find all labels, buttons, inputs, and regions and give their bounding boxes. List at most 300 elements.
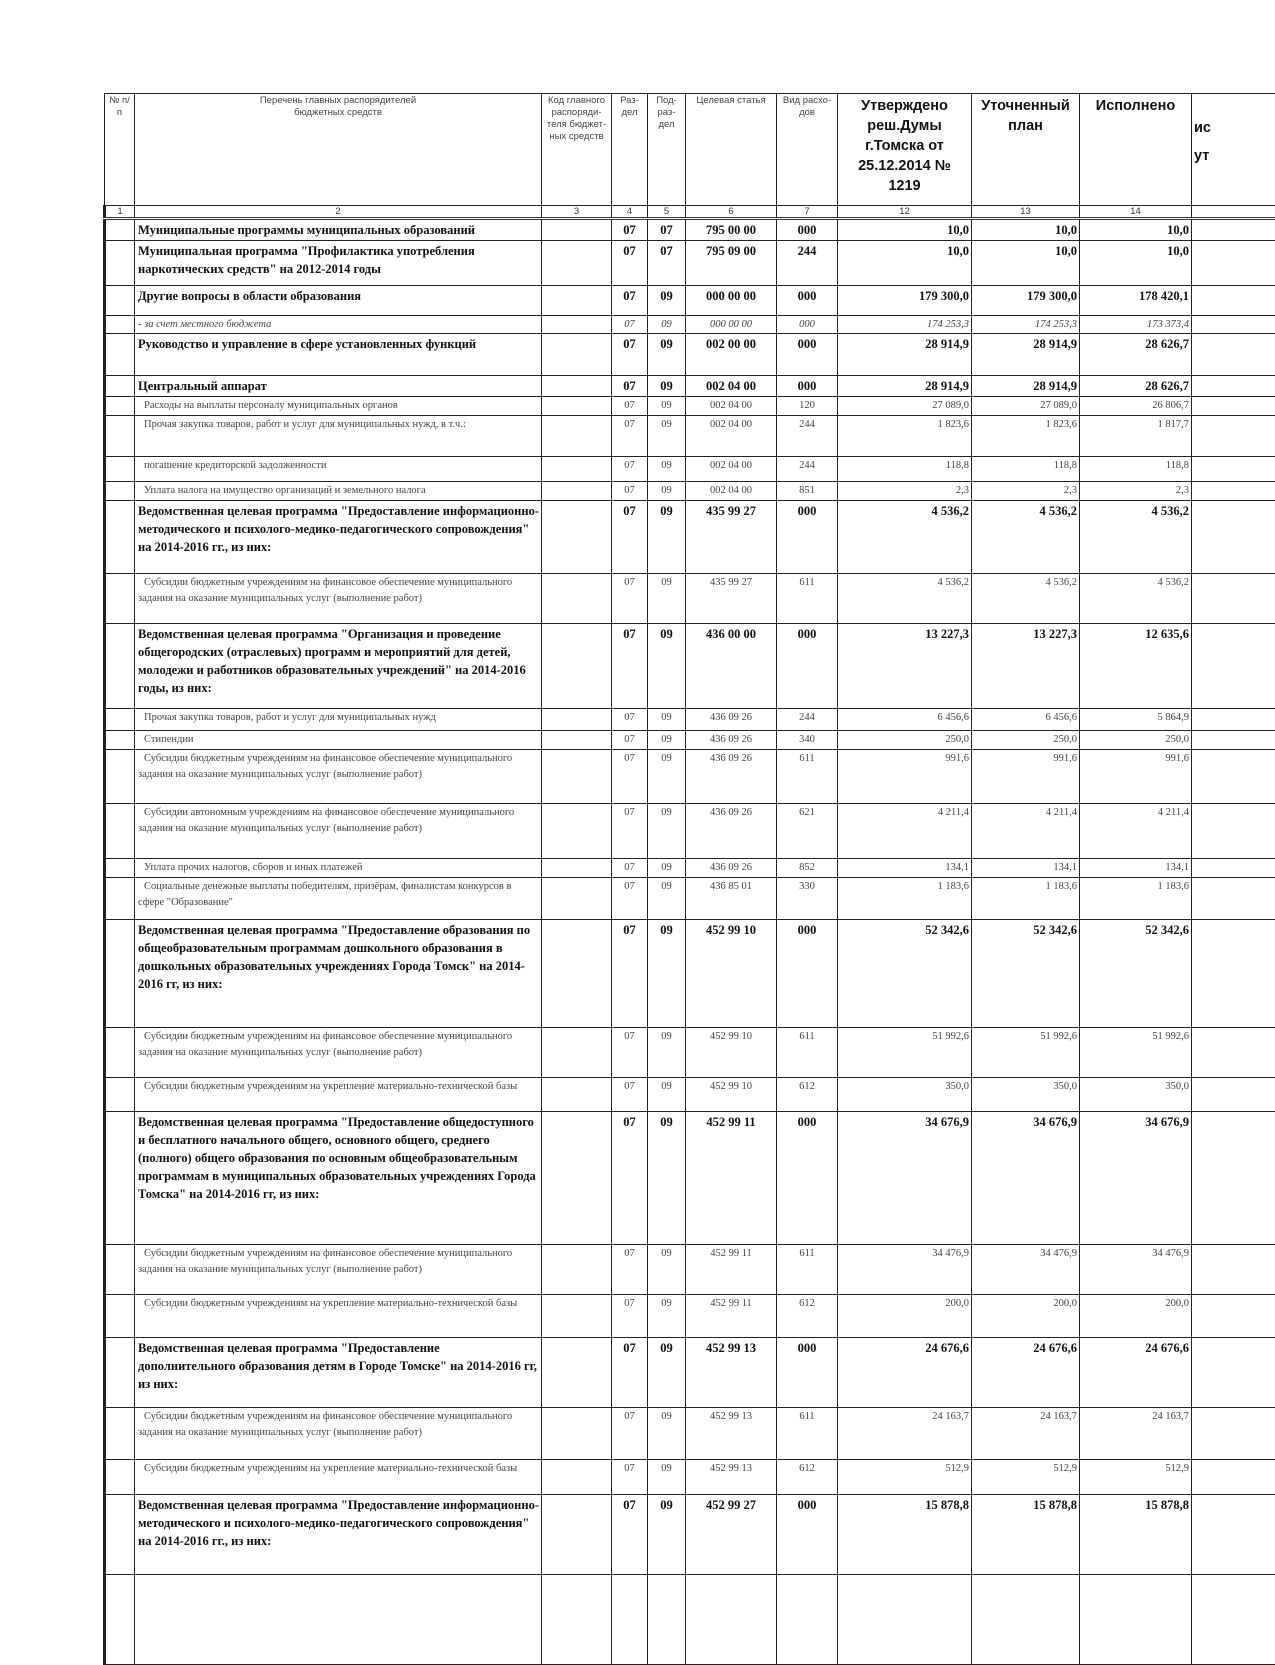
subsection: 07 [648,219,686,241]
table-row [105,1575,1275,1665]
section: 07 [612,1245,648,1295]
row-name: Ведомственная целевая программа "Предоставление информационно-методического и психолого-медико-педагогического сопровождения" на 2014-2016 гг., из них: [135,501,542,574]
approved-amount: 250,0 [838,731,972,750]
distributor-code [542,219,612,241]
subsection: 09 [648,1495,686,1575]
approved-amount [838,1575,972,1665]
table-row [105,859,1275,878]
section: 07 [612,1028,648,1078]
distributor-code [542,624,612,709]
header-percent-cut [1192,94,1275,206]
header-refined-plan: Уточненный план [972,94,1080,206]
target-article: 452 99 11 [686,1112,777,1245]
distributor-code [542,241,612,286]
approved-amount: 350,0 [838,1078,972,1112]
section: 07 [612,501,648,574]
refined-plan-amount: 6 456,6 [972,709,1080,731]
table-row [105,1028,1275,1078]
expense-type: 612 [777,1295,838,1338]
refined-plan-amount: 134,1 [972,859,1080,878]
row-number [105,1338,135,1408]
subsection: 09 [648,920,686,1028]
refined-plan-amount: 24 676,6 [972,1338,1080,1408]
section: 07 [612,376,648,397]
section: 07 [612,878,648,920]
approved-amount: 15 878,8 [838,1495,972,1575]
section: 07 [612,859,648,878]
row-number [105,482,135,501]
refined-plan-amount: 10,0 [972,219,1080,241]
section: 07 [612,286,648,316]
row-name: Другие вопросы в области образования [135,286,542,316]
approved-amount: 1 183,6 [838,878,972,920]
subsection: 09 [648,1078,686,1112]
target-article: 452 99 10 [686,1028,777,1078]
approved-amount: 10,0 [838,219,972,241]
column-number: 4 [612,206,648,219]
row-name: Прочая закупка товаров, работ и услуг для муниципальных нужд, в т.ч.: [135,416,542,457]
distributor-code [542,286,612,316]
approved-amount: 52 342,6 [838,920,972,1028]
distributor-code [542,316,612,334]
refined-plan-amount: 991,6 [972,750,1080,804]
distributor-code [542,1028,612,1078]
section: 07 [612,1295,648,1338]
approved-amount: 51 992,6 [838,1028,972,1078]
executed-amount: 10,0 [1080,219,1192,241]
executed-amount: 24 163,7 [1080,1408,1192,1460]
row-name: Субсидии бюджетным учреждениям на финансовое обеспечение муниципального задания на оказание муниципальных услуг (выполнение работ) [135,750,542,804]
section: 07 [612,1408,648,1460]
row-name: Социальные денежные выплаты победителям, призёрам, финалистам конкурсов в сфере "Образование" [135,878,542,920]
percent-cell [1192,316,1275,334]
refined-plan-amount: 179 300,0 [972,286,1080,316]
subsection: 09 [648,1245,686,1295]
approved-amount: 2,3 [838,482,972,501]
refined-plan-amount [972,1575,1080,1665]
row-name: Субсидии бюджетным учреждениям на укрепление материально-технической базы [135,1460,542,1495]
section: 07 [612,334,648,376]
section: 07 [612,709,648,731]
section [612,1575,648,1665]
row-number [105,624,135,709]
subsection: 09 [648,457,686,482]
approved-amount: 134,1 [838,859,972,878]
expense-type: 000 [777,1112,838,1245]
percent-cell [1192,416,1275,457]
section: 07 [612,416,648,457]
distributor-code [542,1495,612,1575]
header-percent-line2: ут [1194,146,1275,166]
expense-type: 611 [777,574,838,624]
column-number [1192,206,1275,219]
percent-cell [1192,731,1275,750]
approved-amount: 4 211,4 [838,804,972,859]
percent-cell [1192,1078,1275,1112]
subsection: 09 [648,1460,686,1495]
subsection: 09 [648,859,686,878]
expense-type: 000 [777,334,838,376]
row-name: Уплата прочих налогов, сборов и иных платежей [135,859,542,878]
row-number [105,709,135,731]
column-number: 14 [1080,206,1192,219]
row-name: Субсидии бюджетным учреждениям на укрепление материально-технической базы [135,1295,542,1338]
row-name: Прочая закупка товаров, работ и услуг для муниципальных нужд [135,709,542,731]
table-row [105,574,1275,624]
target-article: 000 00 00 [686,286,777,316]
target-article: 435 99 27 [686,574,777,624]
target-article: 002 04 00 [686,376,777,397]
distributor-code [542,457,612,482]
row-number [105,316,135,334]
percent-cell [1192,750,1275,804]
table-row [105,376,1275,397]
executed-amount: 2,3 [1080,482,1192,501]
header-distributors-line1: Перечень главных распорядителей [137,95,539,107]
table-row [105,709,1275,731]
distributor-code [542,482,612,501]
table-row [105,624,1275,709]
row-number [105,878,135,920]
subsection: 09 [648,750,686,804]
row-name: Расходы на выплаты персоналу муниципальных органов [135,397,542,416]
refined-plan-amount: 34 676,9 [972,1112,1080,1245]
refined-plan-amount: 24 163,7 [972,1408,1080,1460]
approved-amount: 24 163,7 [838,1408,972,1460]
row-number [105,1495,135,1575]
header-distributor-code: Код главного распоряди-теля бюджет-ных средств [542,94,612,206]
expense-type: 000 [777,219,838,241]
subsection: 09 [648,731,686,750]
executed-amount [1080,1575,1192,1665]
row-name: - за счет местного бюджета [135,316,542,334]
table-row [105,1460,1275,1495]
target-article [686,1575,777,1665]
table-row [105,750,1275,804]
target-article: 002 04 00 [686,416,777,457]
target-article: 795 09 00 [686,241,777,286]
expense-type: 852 [777,859,838,878]
executed-amount: 52 342,6 [1080,920,1192,1028]
approved-amount: 512,9 [838,1460,972,1495]
approved-amount: 10,0 [838,241,972,286]
section: 07 [612,920,648,1028]
subsection: 09 [648,286,686,316]
row-name: Уплата налога на имущество организаций и земельного налога [135,482,542,501]
subsection: 09 [648,482,686,501]
subsection: 09 [648,1112,686,1245]
approved-amount: 6 456,6 [838,709,972,731]
approved-amount: 34 676,9 [838,1112,972,1245]
target-article: 452 99 10 [686,920,777,1028]
refined-plan-amount: 51 992,6 [972,1028,1080,1078]
subsection: 09 [648,316,686,334]
table-row [105,219,1275,241]
row-name: Муниципальная программа "Профилактика употребления наркотических средств" на 2012-2014 годы [135,241,542,286]
refined-plan-amount: 118,8 [972,457,1080,482]
row-name: Муниципальные программы муниципальных образований [135,219,542,241]
header-number: № п/п [105,94,135,206]
percent-cell [1192,1112,1275,1245]
subsection: 07 [648,241,686,286]
row-number [105,731,135,750]
table-row [105,878,1275,920]
expense-type: 244 [777,709,838,731]
target-article: 452 99 11 [686,1295,777,1338]
row-number [105,457,135,482]
expense-type: 851 [777,482,838,501]
refined-plan-amount: 15 878,8 [972,1495,1080,1575]
percent-cell [1192,482,1275,501]
row-name: погашение кредиторской задолженности [135,457,542,482]
refined-plan-amount: 1 823,6 [972,416,1080,457]
approved-amount: 27 089,0 [838,397,972,416]
header-section: Раз-дел [612,94,648,206]
row-number [105,286,135,316]
column-number: 5 [648,206,686,219]
refined-plan-amount: 512,9 [972,1460,1080,1495]
row-number [105,750,135,804]
column-number: 3 [542,206,612,219]
refined-plan-amount: 13 227,3 [972,624,1080,709]
executed-amount: 1 183,6 [1080,878,1192,920]
percent-cell [1192,1460,1275,1495]
row-number [105,920,135,1028]
percent-cell [1192,1295,1275,1338]
column-number: 13 [972,206,1080,219]
executed-amount: 51 992,6 [1080,1028,1192,1078]
distributor-code [542,1245,612,1295]
distributor-code [542,416,612,457]
row-name: Субсидии бюджетным учреждениям на финансовое обеспечение муниципального задания на оказание муниципальных услуг (выполнение работ) [135,1245,542,1295]
percent-cell [1192,624,1275,709]
row-number [105,501,135,574]
percent-cell [1192,219,1275,241]
executed-amount: 178 420,1 [1080,286,1192,316]
distributor-code [542,709,612,731]
section: 07 [612,397,648,416]
section: 07 [612,457,648,482]
expense-type: 330 [777,878,838,920]
refined-plan-amount: 1 183,6 [972,878,1080,920]
percent-cell [1192,859,1275,878]
expense-type: 611 [777,1028,838,1078]
executed-amount: 173 373,4 [1080,316,1192,334]
row-name [135,1575,542,1665]
table-row [105,731,1275,750]
executed-amount: 15 878,8 [1080,1495,1192,1575]
section: 07 [612,731,648,750]
subsection [648,1575,686,1665]
target-article: 002 04 00 [686,482,777,501]
expense-type: 244 [777,241,838,286]
table-row [105,1408,1275,1460]
target-article: 002 04 00 [686,457,777,482]
executed-amount: 5 864,9 [1080,709,1192,731]
table-row [105,920,1275,1028]
expense-type: 000 [777,316,838,334]
section: 07 [612,1338,648,1408]
expense-type: 612 [777,1460,838,1495]
percent-cell [1192,501,1275,574]
approved-amount: 13 227,3 [838,624,972,709]
refined-plan-amount: 2,3 [972,482,1080,501]
approved-amount: 200,0 [838,1295,972,1338]
distributor-code [542,1460,612,1495]
row-number [105,1460,135,1495]
column-number: 1 [105,206,135,219]
refined-plan-amount: 28 914,9 [972,376,1080,397]
section: 07 [612,219,648,241]
distributor-code [542,376,612,397]
refined-plan-amount: 28 914,9 [972,334,1080,376]
approved-amount: 34 476,9 [838,1245,972,1295]
table-row [105,1245,1275,1295]
approved-amount: 991,6 [838,750,972,804]
expense-type: 000 [777,376,838,397]
row-number [105,1408,135,1460]
distributor-code [542,334,612,376]
refined-plan-amount: 4 211,4 [972,804,1080,859]
target-article: 452 99 13 [686,1460,777,1495]
percent-cell [1192,1575,1275,1665]
approved-amount: 118,8 [838,457,972,482]
table-row [105,804,1275,859]
subsection: 09 [648,1408,686,1460]
target-article: 436 09 26 [686,709,777,731]
approved-amount: 1 823,6 [838,416,972,457]
row-name: Субсидии бюджетным учреждениям на финансовое обеспечение муниципального задания на оказание муниципальных услуг (выполнение работ) [135,1408,542,1460]
header-distributors-line2: бюджетных средств [137,107,539,119]
executed-amount: 118,8 [1080,457,1192,482]
target-article: 435 99 27 [686,501,777,574]
row-number [105,397,135,416]
executed-amount: 34 476,9 [1080,1245,1192,1295]
subsection: 09 [648,878,686,920]
expense-type: 244 [777,457,838,482]
expense-type: 612 [777,1078,838,1112]
table-row [105,482,1275,501]
executed-amount: 28 626,7 [1080,376,1192,397]
table-row [105,241,1275,286]
percent-cell [1192,1028,1275,1078]
distributor-code [542,397,612,416]
refined-plan-amount: 4 536,2 [972,574,1080,624]
row-name: Стипендии [135,731,542,750]
executed-amount: 134,1 [1080,859,1192,878]
distributor-code [542,878,612,920]
section: 07 [612,241,648,286]
row-name: Ведомственная целевая программа "Предоставление образования по общеобразовательным программам дошкольного образования в дошкольных образовательных учреждениях Города Томск" на 2014-2016 гг, из них: [135,920,542,1028]
section: 07 [612,804,648,859]
expense-type: 244 [777,416,838,457]
refined-plan-amount: 10,0 [972,241,1080,286]
expense-type: 611 [777,1408,838,1460]
executed-amount: 350,0 [1080,1078,1192,1112]
table-row [105,501,1275,574]
target-article: 795 00 00 [686,219,777,241]
table-row [105,1078,1275,1112]
percent-cell [1192,334,1275,376]
header-percent-line1: ис [1194,118,1275,138]
distributor-code [542,1295,612,1338]
expense-type: 000 [777,286,838,316]
row-number [105,1028,135,1078]
row-number [105,574,135,624]
percent-cell [1192,804,1275,859]
row-name: Ведомственная целевая программа "Предоставление общедоступного и бесплатного начального общего, основного общего, среднего (полного) общего образования по основным общеобразовательным программам в муниципальных образовательных учреждениях Города Томска" на 2014-2016 гг, из них: [135,1112,542,1245]
refined-plan-amount: 27 089,0 [972,397,1080,416]
expense-type: 000 [777,624,838,709]
target-article: 452 99 11 [686,1245,777,1295]
subsection: 09 [648,501,686,574]
subsection: 09 [648,416,686,457]
target-article: 436 09 26 [686,750,777,804]
target-article: 436 85 01 [686,878,777,920]
executed-amount: 4 211,4 [1080,804,1192,859]
executed-amount: 250,0 [1080,731,1192,750]
executed-amount: 4 536,2 [1080,501,1192,574]
target-article: 436 09 26 [686,731,777,750]
row-name: Руководство и управление в сфере установленных функций [135,334,542,376]
row-number [105,219,135,241]
approved-amount: 4 536,2 [838,501,972,574]
header-target-article: Целевая статья [686,94,777,206]
approved-amount: 28 914,9 [838,376,972,397]
row-number [105,1295,135,1338]
section: 07 [612,482,648,501]
target-article: 002 00 00 [686,334,777,376]
section: 07 [612,1495,648,1575]
distributor-code [542,920,612,1028]
percent-cell [1192,241,1275,286]
table-row [105,316,1275,334]
column-number: 12 [838,206,972,219]
table-row [105,1112,1275,1245]
expense-type: 120 [777,397,838,416]
section: 07 [612,574,648,624]
percent-cell [1192,1245,1275,1295]
distributor-code [542,574,612,624]
row-number [105,1078,135,1112]
refined-plan-amount: 174 253,3 [972,316,1080,334]
subsection: 09 [648,574,686,624]
table-row [105,1495,1275,1575]
column-number: 7 [777,206,838,219]
refined-plan-amount: 4 536,2 [972,501,1080,574]
percent-cell [1192,397,1275,416]
percent-cell [1192,1338,1275,1408]
table-row [105,1295,1275,1338]
row-name: Субсидии бюджетным учреждениям на финансовое обеспечение муниципального задания на оказание муниципальных услуг (выполнение работ) [135,574,542,624]
expense-type: 000 [777,920,838,1028]
expense-type: 621 [777,804,838,859]
column-number: 6 [686,206,777,219]
executed-amount: 26 806,7 [1080,397,1192,416]
distributor-code [542,804,612,859]
refined-plan-amount: 350,0 [972,1078,1080,1112]
row-number [105,1575,135,1665]
target-article: 436 09 26 [686,804,777,859]
executed-amount: 28 626,7 [1080,334,1192,376]
row-number [105,859,135,878]
distributor-code [542,501,612,574]
executed-amount: 512,9 [1080,1460,1192,1495]
expense-type: 611 [777,750,838,804]
distributor-code [542,1408,612,1460]
target-article: 000 00 00 [686,316,777,334]
row-number [105,334,135,376]
